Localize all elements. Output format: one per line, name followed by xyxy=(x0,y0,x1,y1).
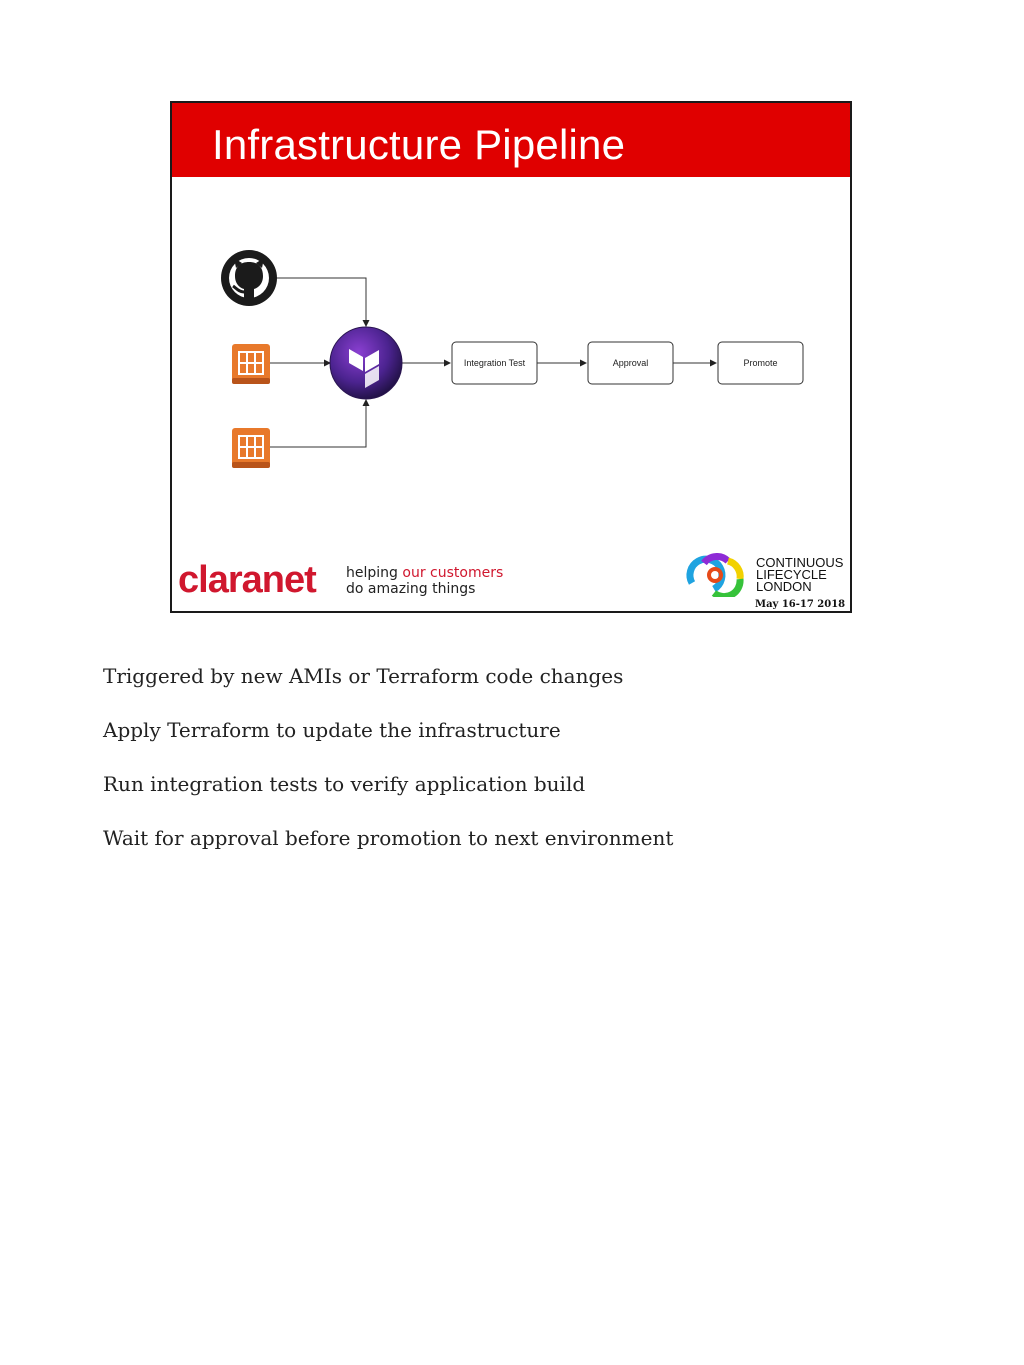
note-item: Apply Terraform to update the infrastructure xyxy=(103,718,561,742)
github-icon xyxy=(221,250,277,306)
tagline xyxy=(346,565,503,597)
continuous-lifecycle-logo-icon xyxy=(684,553,750,597)
note-item: Run integration tests to verify application build xyxy=(103,772,586,796)
stage-label: Approval xyxy=(612,358,649,368)
speaker-notes xyxy=(103,660,673,876)
tagline-part: helping xyxy=(346,565,403,581)
ami-icon xyxy=(232,428,270,468)
stage-label: Integration Test xyxy=(463,358,526,368)
ami-icon xyxy=(232,344,270,384)
terraform-icon xyxy=(330,327,402,399)
stage-integration-test xyxy=(452,342,537,384)
note-item: Wait for approval before promotion to next environment xyxy=(103,826,674,850)
conference-name: CONTINUOUS LIFECYCLE LONDON xyxy=(756,555,844,594)
slide-title: Infrastructure Pipeline xyxy=(212,121,626,168)
note-item: Triggered by new AMIs or Terraform code changes xyxy=(103,664,624,688)
stage-approval xyxy=(588,342,673,384)
tagline-accent: our customers xyxy=(402,565,504,581)
github-to-terraform-arrow xyxy=(276,278,366,326)
stage-promote xyxy=(718,342,803,384)
ami2-to-terraform-arrow xyxy=(270,400,366,447)
slide xyxy=(170,101,852,613)
conference-date: May 16-17 2018 xyxy=(755,599,846,610)
claranet-logo: claranet xyxy=(178,559,316,601)
stage-label: Promote xyxy=(743,358,778,368)
tagline-line2: do amazing things xyxy=(346,581,476,597)
pipeline-diagram xyxy=(172,103,852,613)
